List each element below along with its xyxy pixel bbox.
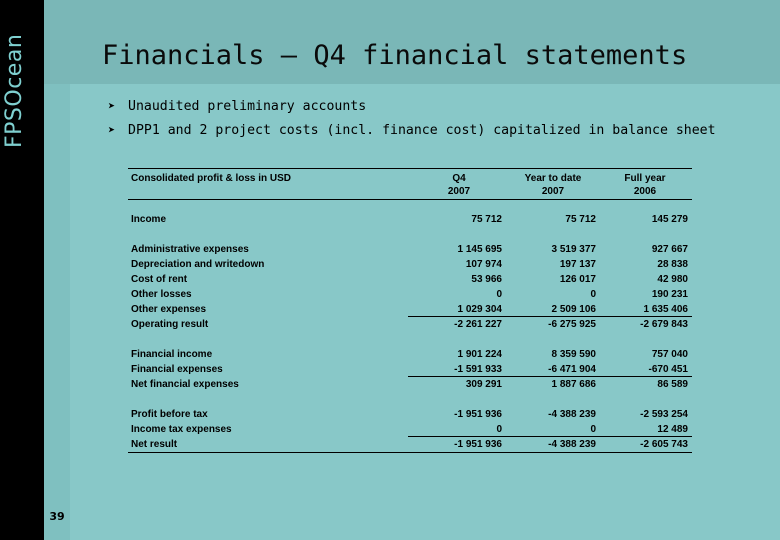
- header-label: Consolidated profit & loss in USD: [131, 173, 292, 184]
- table-row: [128, 212, 692, 227]
- cell-ytd: -4 388 239: [548, 409, 596, 420]
- header-q4-line1: Q4: [452, 173, 466, 184]
- cell-fy: 86 589: [657, 379, 688, 390]
- table-row: [128, 317, 692, 332]
- cell-fy: -670 451: [648, 364, 688, 375]
- row-label: Net result: [131, 439, 178, 450]
- cell-fy: -2 605 743: [640, 439, 688, 450]
- cell-q4: 75 712: [471, 214, 502, 225]
- row-label: Other expenses: [131, 304, 207, 315]
- cell-q4: 0: [496, 424, 502, 435]
- cell-ytd: 2 509 106: [551, 304, 596, 315]
- header-fy-line2: 2006: [633, 186, 657, 197]
- cell-fy: -2 593 254: [640, 409, 688, 420]
- cell-q4: 309 291: [465, 379, 502, 390]
- row-label: Financial income: [131, 349, 213, 360]
- row-label: Net financial expenses: [131, 379, 239, 390]
- row-label: Financial expenses: [131, 364, 223, 375]
- table-row: [128, 242, 692, 257]
- cell-ytd: 1 887 686: [551, 379, 596, 390]
- header-fy: [602, 172, 688, 198]
- row-label: Other losses: [131, 289, 192, 300]
- table-row: [128, 437, 692, 453]
- arrow-bullet-icon: ➤: [108, 123, 116, 137]
- row-label: Administrative expenses: [131, 244, 249, 255]
- arrow-bullet-icon: ➤: [108, 99, 116, 113]
- cell-q4: 1 029 304: [457, 304, 502, 315]
- row-label: Income tax expenses: [131, 424, 232, 435]
- bullet-text: DPP1 and 2 project costs (incl. finance cost) capitalized in balance sheet: [128, 122, 716, 138]
- cell-ytd: 0: [590, 289, 596, 300]
- header-ytd-line2: 2007: [541, 186, 565, 197]
- cell-q4: -1 591 933: [454, 364, 502, 375]
- row-label: Profit before tax: [131, 409, 208, 420]
- cell-ytd: 0: [590, 424, 596, 435]
- page-number: 39: [49, 510, 65, 523]
- header-ytd: [512, 172, 594, 198]
- cell-ytd: 8 359 590: [551, 349, 596, 360]
- header-fy-line1: Full year: [624, 173, 666, 184]
- bullet-text: Unaudited preliminary accounts: [128, 98, 367, 114]
- table-header: [128, 168, 692, 200]
- cell-ytd: 197 137: [559, 259, 596, 270]
- cell-fy: 927 667: [651, 244, 688, 255]
- slide-title: Financials – Q4 financial statements: [102, 40, 688, 71]
- bullet-list: [108, 94, 716, 142]
- cell-ytd: 126 017: [559, 274, 596, 285]
- table-row: [128, 287, 692, 302]
- table-row: [128, 362, 692, 377]
- header-ytd-line1: Year to date: [524, 173, 582, 184]
- table-row: [128, 377, 692, 392]
- header-q4-line2: 2007: [447, 186, 471, 197]
- table-row: [128, 422, 692, 437]
- cell-q4: 53 966: [471, 274, 502, 285]
- bullet-item: [108, 118, 716, 142]
- cell-ytd: -6 471 904: [548, 364, 596, 375]
- cell-fy: 145 279: [651, 214, 688, 225]
- cell-q4: 107 974: [465, 259, 502, 270]
- cell-q4: -1 951 936: [454, 409, 502, 420]
- cell-fy: 190 231: [651, 289, 688, 300]
- cell-ytd: -6 275 925: [548, 319, 596, 330]
- cell-q4: 1 901 224: [457, 349, 502, 360]
- table-row: [128, 302, 692, 317]
- cell-fy: 1 635 406: [643, 304, 688, 315]
- cell-fy: 42 980: [657, 274, 688, 285]
- cell-ytd: 75 712: [565, 214, 596, 225]
- profit-loss-table: [128, 168, 692, 453]
- left-band: [44, 84, 70, 540]
- cell-fy: 757 040: [651, 349, 688, 360]
- row-label: Income: [131, 214, 167, 225]
- row-label: Operating result: [131, 319, 209, 330]
- cell-q4: -1 951 936: [454, 439, 502, 450]
- cell-fy: 28 838: [657, 259, 688, 270]
- table-row: [128, 257, 692, 272]
- cell-ytd: -4 388 239: [548, 439, 596, 450]
- cell-fy: -2 679 843: [640, 319, 688, 330]
- cell-q4: 1 145 695: [457, 244, 502, 255]
- table-row: [128, 272, 692, 287]
- row-label: Depreciation and writedown: [131, 259, 265, 270]
- cell-q4: 0: [496, 289, 502, 300]
- table-row: [128, 407, 692, 422]
- table-row: [128, 347, 692, 362]
- row-label: Cost of rent: [131, 274, 188, 285]
- bullet-item: [108, 94, 716, 118]
- cell-ytd: 3 519 377: [551, 244, 596, 255]
- brand-logo: FPSOcean: [2, 33, 27, 148]
- header-q4: [424, 172, 494, 198]
- cell-fy: 12 489: [657, 424, 688, 435]
- cell-q4: -2 261 227: [454, 319, 502, 330]
